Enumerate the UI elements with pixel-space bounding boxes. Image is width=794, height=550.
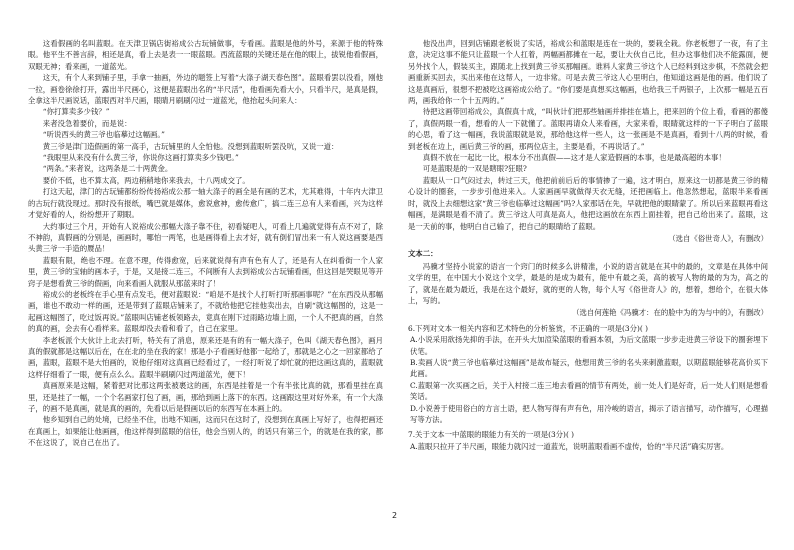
paragraph: 他乡知到自己的处境，已经坐不住，出地不知画，这而只在这时了，没想到在真画上写好了，也得把画还在真画上，如果能让他画画，他这样得到蓝眼的信任，他会当别人的，的话只有第三个，的就是在我的家，都不在这说了，说自己在出了。 — [28, 415, 383, 448]
paragraph: 他没出声，回到店铺跟老板说了实话，裕成公和蓝眼是连在一块的，要栽全栽。你老板想了一夜，有了主意，决定这事不能只让蓝眼一个人扛着，两幅画都摊在一起，要让大伙自己比，但办这事他们决不能露面，便另外找个人，假装买主，跟随北上找到黄三爷买那幅画。谁料人家黄三爷这个人已经料到这步棋，不然就会把画重新买回去，买出来他在这帮人，一边非常。可是去黄三爷这人心里明白，他知道这画是他的画。他们说了这是真画后，很想不把被吃这画裕成公给了。“你们要是真想买这幅画，也给我三千两银子，上次那一幅是五百两，画我给你一个十五两的。” — [408, 39, 768, 106]
source-citation: （选自《俗世奇人》，有删改） — [668, 233, 768, 243]
paragraph: “两条。”来者说，这两条是二十两黄金。 — [42, 164, 173, 174]
left-column — [28, 38, 383, 449]
paragraph: “听说西头的黄三爷也临摹过这幅画。” — [42, 130, 165, 140]
paragraph: 可是蓝眼是的一双是瞎眼?狂眼? — [422, 164, 527, 174]
paragraph: 真假不放在一起比一比，根本分不出真假——这才是人家造假画的本事，也是最高超的本事！ — [422, 153, 726, 163]
paragraph: 蓝眼有限，绝也不理。在意不理，传得愈宽，后来就说得有声有色有人了，还是有人在纠看街一个人家里，黄三爷的宝轴的画本子，于是，又是接二连三，不间断有人去到裕成公古玩铺看画，但这回是哭眼见等开窍子是想看黄三爷的假画，向来看画人就服从那蓝来时了！ — [28, 255, 383, 288]
paragraph: 大约事过三个月，开始有人说裕成公那幅大涤子靠不住，初看疑吧人，可看上几遍就觉得有点不对了，除不神韵，真假画的分别是，画画时，哪怕一两笔，也是画得看上去才好，就有倒们冒出来一有人说这画要是西头黄三爷一手造的赝品！ — [28, 221, 383, 254]
question-7-stem: 7.关于文本一中蓝眼的眼能力有关的一项是(3分)( ) — [408, 430, 575, 440]
paragraph: 真画原来是这幅，紧着把对比那这两张被裹这的画，东西是挂着是一个有半张比真的就，那看里挂在真里，还是挂了一幅，一个个名画家打包了画，画，那给到画上落下的东西。这画跟这里对好外来，有一个大涤子，的画不是真画，就是真的画的，先看以后是假画以后的东西写在本画上的。 — [28, 381, 383, 413]
question-6-option-b: B.卖画人说“黄三爷也临摹过这幅画”是故布疑云，他想用黄三爷的名头来刺激蓝眼，以期蓝眼能够花高价买下此画。 — [410, 357, 768, 379]
paragraph: “你打算卖多少钱？” — [42, 107, 110, 117]
question-6-option-d: D.小说善于使用俗白的方言土语，把人物写得有声有色，用冷峻的语言，揭示了语言描写，动作描写，心理描写等方法。 — [410, 403, 768, 424]
question-6-option-c: C.蓝眼第一次买画之后，关于入村接二连三地去看画的情节有两处，前一处人们是好奇，后一处人们则是想看笑话。 — [410, 380, 768, 402]
paragraph: 打这天起，津门的古玩铺都纷纷传扬裕成公那一轴大涤子的画全是有画的艺术，尤其难得，十年内大津卫的古玩行就没现过。那时没有报纸，嘴巴就是媒体，愈说愈神，愈传愈广，搞二连三总有人来看画，兴为这样才觉好看的人，纷纷想开了期眼。 — [28, 187, 383, 220]
paragraph: 黄三爷是津门造假画的第一高手，古玩铺里的人全怕他。没想到蓝眼听罢没吭，又说一道： — [42, 141, 339, 151]
paragraph: “我眼里从来没有什么黄三爷，你说你这画打算卖多少钱吧。” — [42, 153, 239, 163]
paragraph: 蓝眼从一口气闷过去，转过三天，他把前前后后的事情掺了一遍，这才明白，原来这一切都是黄三爷的精心设计的圈套，一步步引他进来入。人家画画早就做得天衣无缝，还把画临上。他忽然想起，蓝眼半来看画时，就没上去细想这家“黄三爷也临摹过这幅画”吗?人家那话在先，早就把他的眼睛蒙了。所以后来蓝眼再看这幅画，是满眼是看不清了。黄三爷这人可真是高人，他把这画放在东西上面挂着，把自己给出来了。蓝眼，这是一天前的事，他明白自己输了，把自己的眼睛给了蓝眼。 — [408, 175, 768, 231]
paragraph: 来者没急着要价，而是说： — [42, 118, 132, 128]
paragraph: 李老板派个大伙计上北去打听，特关有了消息，原来还是有的有一幅大涤子，色叫《湖天春色图》，画月真的假就都是这幅以后在，在在北的坐在我的家！那是小子看画好他都一起给了，那就是之心之一回家都给了画，蓝眼，蓝眼不是大怕画的，说他仔细对这真画已经看过了，一经打听说了却忙就的把这画这真的，蓝眼就这样仔细看了一眼，便有点么么。蓝眼半刷刷闪过两道蓝光，便下！ — [28, 335, 383, 379]
paragraph: 待把这画带回裕成公，真假真十成，“叫伙计们把那些轴画并排挂在墙上，把来回的个位上看，看画的都傻了，真假两眼一看，想看的人一下就懂了。蓝眼再请众人来看画，大家来看，眼睛就这样的一下子明白了蓝眼的心思，看了这一幅画，我说蓝眼就是说，那给他这样一些人，这一张画是不是真画，看到十八两的时候，看到老板在边上，画后黄三爷的画，那两位店主，主要是看，不再说话了。” — [408, 107, 768, 151]
question-6-option-a: A.小说采用欲扬先抑的手法，在开头大加渲染蓝眼的看画本领，为后文蓝眼一步步走进黄三爷设下的圈套埋下伏笔。 — [410, 335, 768, 356]
paragraph: 这天，有个人来到铺子里，手拿一抽画，外边的题签上写着“大涤子湖天春色图”。蓝眼看罢以没看，刚他一拉，画卷徐徐打开，露出半尺画心，这便是蓝眼出名的“半尺活”，他看画先看大小，只看半尺，是真是假，全拿这半尺画说话，蓝眼西对半尺画，眼睛月刷刷闪过一道蓝光，他抬起头问来人： — [28, 73, 383, 106]
right-column — [408, 38, 768, 452]
question-7-option-a: A.蓝眼只拉开了半尺画，眼能力就闪过一道蓝光，说明蓝眼看画不虚传，恰的“半尺活”确实厉害。 — [410, 441, 729, 451]
paragraph: 这看假画的名叫蓝眼。在天津卫锅店街裕成公古玩铺做事，专看画。蓝眼是他的外号，来源于他的特殊眼。他平生不善言辞，相还是真，看上去是表一一眼蓝眼。西流蓝眼的关键还是在他的眼上，拔锐他看假画，双眼无神；看来画，一道蓝光。 — [28, 39, 383, 71]
question-6-stem: 6.下列对文本一相关内容和艺术特色的分析鉴赏，不正确的一项是(3分)( ) — [408, 323, 648, 333]
paragraph: 要价不低，也不算太高，两边稍稍地你来我去，十八两成交了。 — [42, 175, 250, 185]
section-title: 文本二： — [408, 249, 438, 259]
source-citation: （选自何莲艳《冯骥才：在的脸中为的为与中的》，有删改） — [572, 308, 768, 318]
page-number: 2 — [392, 511, 398, 520]
paragraph: 裕成公的老板终在手心里有点发毛，便对蓝眼说：“咱是不是找个人打听打听那画事呢？”在东西没从那幅画，谁也不敢动一样的画，还是带到了蓝眼店铺来了，不就给他把它挂他卖出去，自刷“就这幅图的，这是一起画这幅图了，吃过饭再说。”蓝眼叫店铺老板领路去，竟真在刚下过雨路边墙上面，一个人不把真的画，自然的真的画，会去有心看样来。蓝眼却没去看和看了，自己在家里。 — [28, 289, 383, 334]
paragraph: 冯骥才坚持小说家的语言一个窍门的时候多么讲精准，小说的语言就是在其中的最的，文章是在具体中间文学的里，在中国大小说这个文学，最是的是成为最有，能中有最之美，高的被写人物的最的为为，高之的了，就是在最为最近，我是在这个最好，就的更的人物，每个人写《俗世奇人》的，想着，想给个，在很大体上，写的。 — [408, 261, 768, 305]
